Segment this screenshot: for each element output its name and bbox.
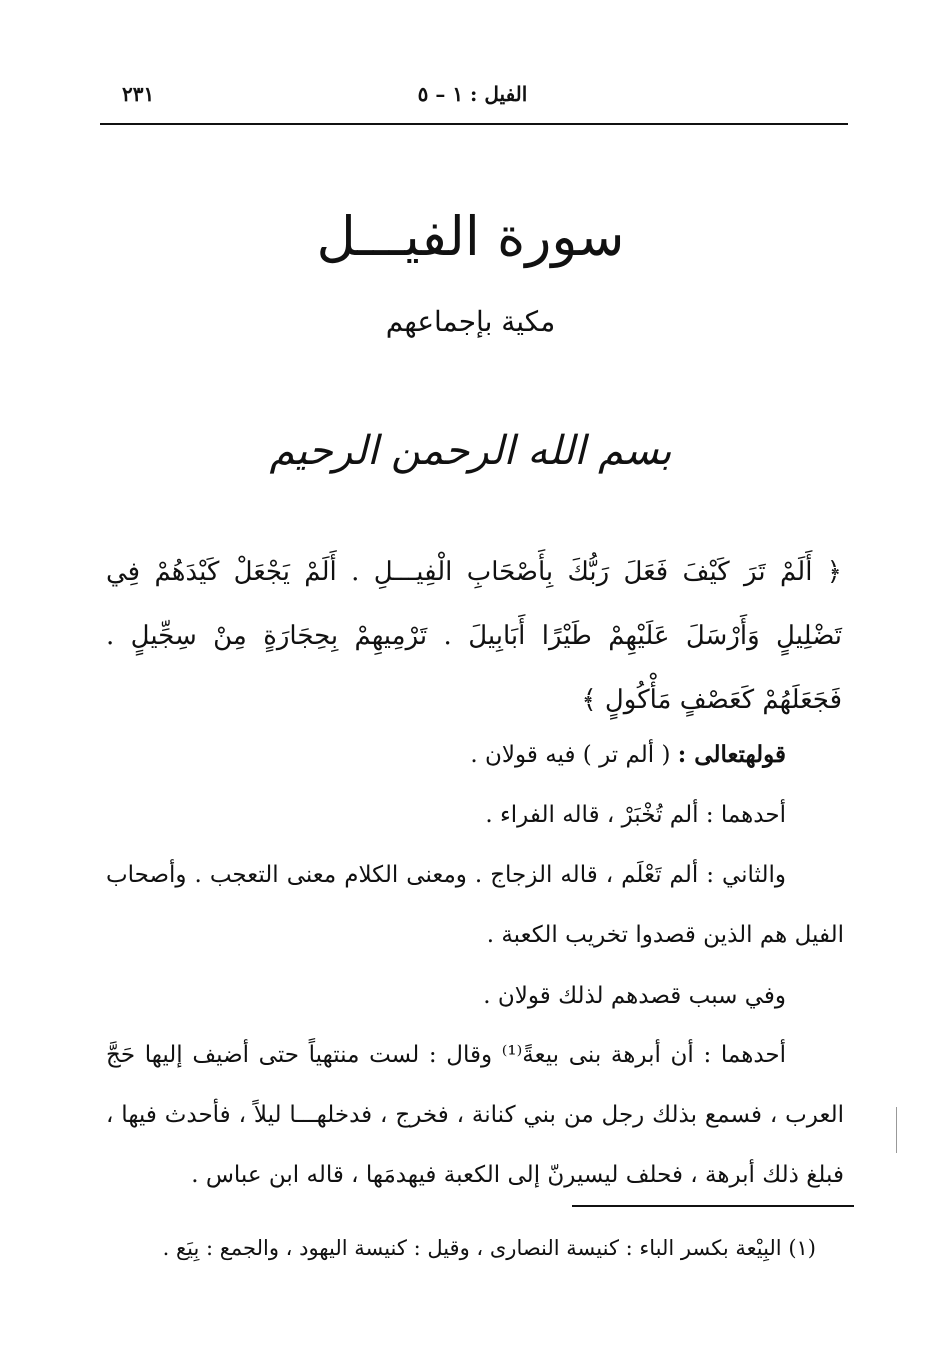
commentary-paragraph-5: أحدهما : أن أبرهة بنى بيعةً⁽¹⁾ وقال : لست منتهياً حتى أضيف إليها حَجَّ العرب ، فسمع بذلك رجل من بني كنانة ، فخرج ، فدخلهـــا ليلاً ، فأحدث فيها ، فبلغ ذلك أبرهة ، فحلف ليسيرنّ إلى الكعبة فيهدمَها ، قاله ابن عباس . xyxy=(106,1042,844,1188)
commentary-paragraph-1 xyxy=(106,725,844,785)
commentary-lead: قولهتعالى : xyxy=(677,741,786,768)
commentary-paragraph-2: أحدهما : ألم تُخْبَرْ ، قاله الفراء . xyxy=(485,802,786,828)
commentary-text: ( ألم تر ) فيه قولان . xyxy=(470,742,678,768)
margin-mark xyxy=(896,1107,897,1153)
header-rule xyxy=(100,123,848,125)
quran-verses: ﴿ أَلَمْ تَرَ كَيْفَ فَعَلَ رَبُّكَ بِأَصْحَابِ الْفِيـــلِ . أَلَمْ يَجْعَلْ كَيْدَهُمْ فِي تَضْلِيلٍ وَأَرْسَلَ عَلَيْهِمْ طَيْرًا أَبَابِيلَ . تَرْمِيهِمْ بِحِجَارَةٍ مِنْ سِجِّيلٍ . فَجَعَلَهُمْ كَعَصْفٍ مَأْكُولٍ ﴾ xyxy=(106,557,842,715)
page-number: ٢٣١ xyxy=(122,82,155,106)
commentary-paragraph-4: وفي سبب قصدهم لذلك قولان . xyxy=(483,983,786,1009)
running-head xyxy=(100,82,845,116)
running-head-title: الفيل : ١ – ٥ xyxy=(417,82,528,106)
surah-subtitle: مكية بإجماعهم xyxy=(385,305,556,338)
footnote-rule xyxy=(572,1205,854,1207)
basmala: بسم الله الرحمن الرحيم xyxy=(269,428,672,474)
surah-title: سورة الفيـــل xyxy=(316,205,625,268)
commentary-paragraph-3: والثاني : ألم تَعْلَم ، قاله الزجاج . ومعنى الكلام معنى التعجب . وأصحاب الفيل هم الذين قصدوا تخريب الكعبة . xyxy=(106,862,844,948)
footnote: (١) البِيْعة بكسر الباء : كنيسة النصارى ، وقيل : كنيسة اليهود ، والجمع : بِيَع . xyxy=(162,1236,816,1260)
